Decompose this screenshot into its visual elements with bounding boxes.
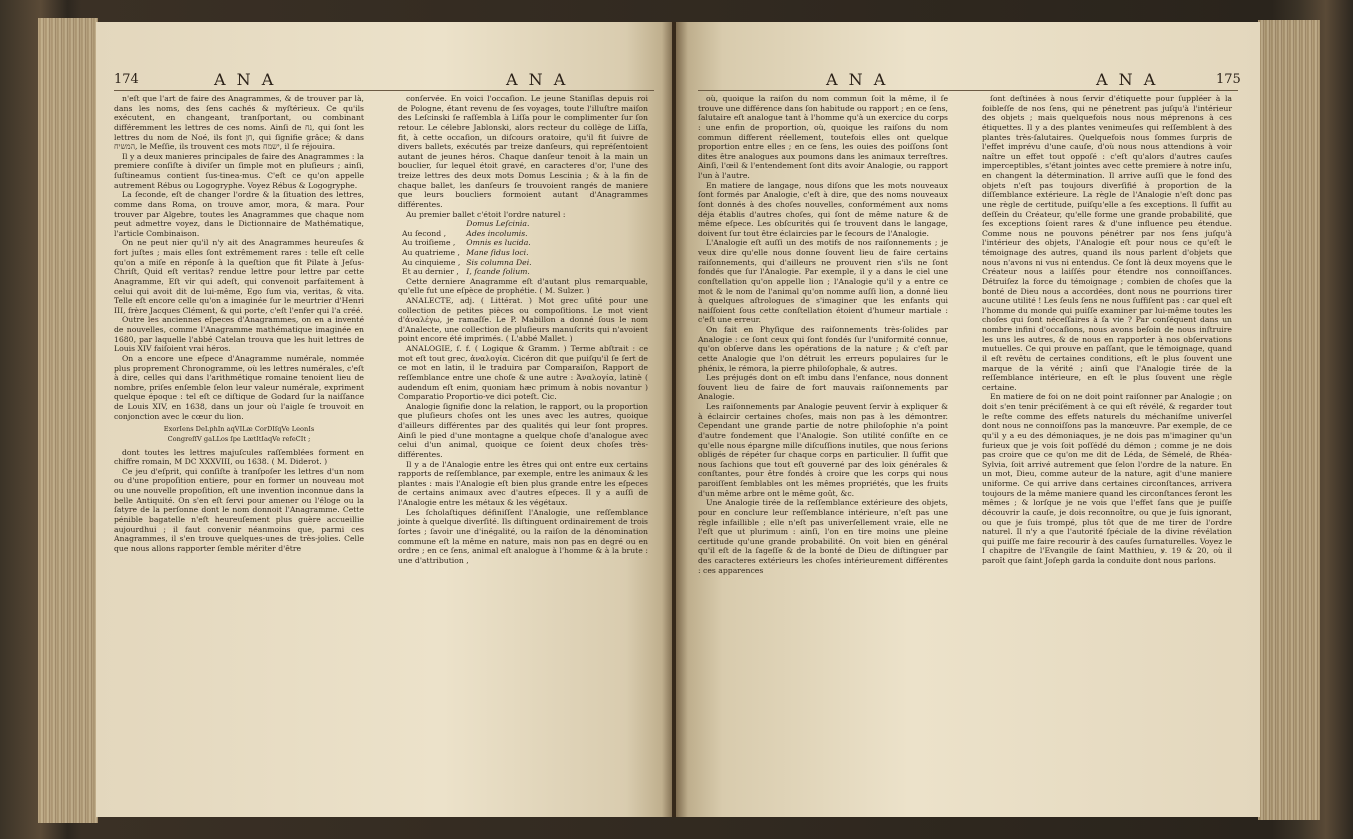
paragraph: conſervée. En voici l'occaſion. Le jeune Staniſlas depuis roi de Pologne, étant revenu de ſes voyages, toute l'illuſtre maiſon des Leſcinski ſe raſſembla à Liſſa pour le complimenter ſur ſon retour. Le célebre Jablonski, alors recteur du collège de Liſſa, fit, à cette occaſion, un diſcours oratoire, qu'il fit ſuivre de divers ballets, exécutés par treize danſeurs, qui repréſentoient autant de jeunes héros. Chaque danſeur tenoit à la main un bouclier, ſur lequel étoit gravé, en caracteres d'or, l'une des treize lettres des deux mots Domus Lescinia ; & à la fin de chaque ballet, les danſeurs ſe trouvoient rangés de maniere que leurs boucliers formoient autant d'Anagrammes différentes. bbox=[398, 94, 648, 209]
table-row bbox=[402, 258, 538, 268]
paragraph: ANALECTE, adj. ( Littérat. ) Mot grec uſité pour une collection de petites pièces ou compoſitions. Le mot vient d'ἀναλέγω, je ramaſſe. Le P. Mabillon a donné ſous le nom d'Analecte, une collection de pluſieurs manuſcrits qui n'avoient point encore été imprimés. ( L'abbé Mallet. ) bbox=[398, 295, 648, 344]
running-head: A N A bbox=[826, 70, 889, 89]
paragraph: Les préjugés dont on eſt imbu dans l'enfance, nous donnent ſouvent lieu de faire de fort mauvais raiſonnements par Analogie. bbox=[698, 373, 948, 402]
table-row bbox=[402, 219, 538, 229]
paragraph: L'Analogie eſt auſſi un des motifs de nos raiſonnements ; je veux dire qu'elle nous donne ſouvent lieu de faire certains raiſonnements, qui d'ailleurs ne prouvent rien s'ils ne ſont fondés que ſur l'Analogie. Par exemple, il y a dans le ciel une conſtellation qu'on appelle lion ; l'Analogie qu'il y a entre ce mot & le nom de l'animal qu'on nomme auſſi lion, a donné lieu à quelques aſtrologues de s'imaginer que les enfants qui naiſſoient ſous cette conſtellation étoient d'humeur martiale : c'eſt une erreur. bbox=[698, 238, 948, 325]
running-head: A N A bbox=[1096, 70, 1159, 89]
ballet-label: Au quatrieme , bbox=[402, 247, 460, 257]
paragraph: Cette derniere Anagramme eſt d'autant plus remarquable, qu'elle fut une eſpèce de prophétie. ( M. Sulzer. ) bbox=[398, 276, 648, 296]
paragraph: En matiere de langage, nous diſons que les mots nouveaux ſont formés par Analogie, c'eſt à dire, que des noms nouveaux ſont donnés à des choſes nouvelles, conformément aux noms déja établis d'autres choſes, qui ſont de même nature & de même eſpece. Les obſcurités qui ſe trouvent dans le langage, doivent ſur tout être éclaircies par le ſecours de l'Analogie. bbox=[698, 180, 948, 238]
page-number: 174 bbox=[114, 72, 139, 87]
paragraph: Au premier ballet c'étoit l'ordre naturel : bbox=[406, 209, 566, 219]
paragraph: dont toutes les lettres majuſcules raſſemblées forment en chiffre romain, M DC XXXVIII, ou 1638. ( M. Diderot. ) bbox=[114, 447, 364, 467]
paragraph: Une Analogie tirée de la reſſemblance extérieure des objets, pour en conclure leur reſſemblance intérieure, n'eſt pas une règle infaillible ; elle n'eſt pas univerſellement vraie, elle ne l'eſt que ut plurimum : ainſi, l'on en tire moins une pleine certitude qu'une grande probabilité. On voit bien en général qu'il eſt de la ſageſſe & de la bonté de Dieu de diſtinguer par des caracteres extérieurs les choſes intérieurement différentes : ces apparences bbox=[698, 498, 948, 575]
paragraph: La ſeconde, eſt de changer l'ordre & la ſituation des lettres, comme dans Roma, on trouve amor, mora, & mara. Pour trouver par Algebre, toutes les Anagrammes que chaque nom peut admettre voyez, dans le Dictionnaire de Mathématique, l'article Combinaison. bbox=[114, 190, 364, 238]
paragraph: On ne peut nier qu'il n'y ait des Anagrammes heureuſes & fort juſtes ; mais elles ſont extrêmement rares : telle eſt celle qu'on a miſe en réponſe à la queſtion que fit Pilate à Jeſus-Chriſt, Quid eſt veritas? rendue lettre pour lettre par cette Anagramme, Eſt vir qui adeſt, qui convenoit parfaitement à celui qui avoit dit de lui-même, Ego ſum via, veritas, & vita. Telle eſt encore celle qu'on a imaginée ſur le meurtrier d'Henri III, frère Jacques Clément, & qui porte, c'eſt l'enfer qui l'a créé. bbox=[114, 238, 364, 315]
paragraph: En matiere de foi on ne doit point raiſonner par Analogie ; on doit s'en tenir préciſément à ce qui eſt révélé, & regarder tout le reſte comme des effets naturels du méchaniſme univerſel dont nous ne connoiſſons pas la manœuvre. Par exemple, de ce qu'il y a eu des démoniaques, je ne dois pas m'imaginer qu'un furieux que je vois ſoit poſſédé du démon ; comme je ne dois pas croire que ce qu'on me dit de Léda, de Sémelé, de Rhéa-Sylvia, ſoit arrivé autrement que ſelon l'ordre de la nature. En un mot, Dieu, comme auteur de la nature, agit d'une maniere uniforme. Ce qui arrive dans certaines circonſtances, arrivera toujours de la même maniere quand les circonſtances ſeront les mêmes ; & lorſque je ne vois que l'effet ſans que je puiſſe découvrir la cauſe, je dois reconnoître, ou que je ſuis ignorant, ou que je ſuis trompé, plus tôt que de me tirer de l'ordre naturel. Il n'y a que l'autorité ſpéciale de la divine révélation qui puiſſe me faire recourir à des cauſes ſurnaturelles. Voyez le I chapitre de l'Evangile de ſaint Matthieu, ꝟ. 19 & 20, où il paroît que ſaint Joſeph garda la conduite dont nous parlons. bbox=[982, 392, 1232, 565]
ballet-label: Au ſecond , bbox=[402, 228, 447, 238]
paragraph: n'eſt que l'art de faire des Anagrammes, & de trouver par là, dans les noms, des ſens cachés & myſtérieux. Ce qu'ils exécutent, en changeant, tranſportant, ou combinant différemment les lettres de ces noms. Ainſi de נח, qui ſont les lettres du nom de Noé, ils font חן, qui ſignifie grâce; & dans המשיח, le Meſſie, ils trouvent ces mots ישמח, il ſe réjouira. bbox=[114, 94, 364, 152]
paragraph: Analogie ſignifie donc la relation, le rapport, ou la proportion que pluſieurs choſes ont les unes avec les autres, quoique d'ailleurs différentes par des qualités qui leur ſont propres. Ainſi le pied d'une montagne a quelque choſe d'analogue avec celui d'un animal, quoique ce ſoient deux choſes très-différentes. bbox=[398, 401, 648, 459]
table-row bbox=[402, 267, 538, 277]
ballet-label: Au cinquieme , bbox=[402, 257, 461, 267]
paragraph: Outre les anciennes eſpeces d'Anagrammes, on en a inventé de nouvelles, comme l'Anagramme mathématique imaginée en 1680, par laquelle l'abbé Catelan trouva que les huit lettres de Louis XIV faiſoient vrai héros. bbox=[114, 315, 364, 354]
left-column bbox=[114, 94, 364, 553]
paragraph: ANALOGIE, ſ. f. ( Logique & Gramm. ) Terme abſtrait : ce mot eſt tout grec, ἀναλογία. Cicéron dit que puiſqu'il ſe ſert de ce mot en latin, il le traduira par Comparaiſon, Rapport de reſſemblance entre une choſe & une autre : Ἀναλογία, latinè ( audendum eſt enim, quoniam hæc primum à nobis novantur ) Comparatio Proportio-ve dici poteſt. Cic. bbox=[398, 344, 648, 402]
running-head: A N A bbox=[214, 70, 277, 89]
anagram-text: I, ſcande ſolium. bbox=[466, 267, 530, 277]
right-column bbox=[398, 94, 648, 565]
verse-line: CongreſſV gaLLos ſpe LætItIaqVe refeCIt ; bbox=[167, 434, 311, 443]
anagram-text: Omnis es lucida. bbox=[466, 238, 531, 248]
paragraph: Ce jeu d'eſprit, qui conſiſte à tranſpoſer les lettres d'un nom ou d'une propoſition entiere, pour en former un nouveau mot ou une nouvelle propoſition, eſt une invention inconnue dans la belle Antiquité. On s'en eſt ſervi pour amener ou l'éloge ou la ſatyre de la perſonne dont le nom donnoit l'Anagramme. Cette pénible bagatelle n'eſt heureuſement plus guère accueillie aujourdhui ; il faut convenir néanmoins que, parmi ces Anagrammes, il s'en trouve quelques-unes de très-jolies. Celle que nous allons rapporter ſemble mériter d'être bbox=[114, 466, 364, 553]
verse-line: ExorIens DeLphIn aqVILæ CorDIſqVe LeonIs bbox=[163, 425, 315, 434]
book-gutter bbox=[662, 22, 688, 817]
ballet-label: Et au dernier , bbox=[402, 267, 459, 277]
paragraph: où, quoique la raiſon du nom commun ſoit la même, il ſe trouve une différence dans ſon habitude ou rapport ; en ce ſens, ſalutaire eſt analogue tant à l'homme qu'à un exercice du corps : une enfin de proportion, où, quoique les raiſons du nom commun different réellement, toutefois elles ont quelque proportion entre elles ; en ce ſens, les ouies des poiſſons ſont dites être analogues aux poumons dans les animaux terreſtres. Ainſi, l'œil & l'entendement ſont dits avoir Analogie, ou rapport l'un à l'autre. bbox=[698, 94, 948, 180]
left-page bbox=[96, 22, 672, 817]
anagram-table bbox=[402, 219, 538, 277]
ballet-label bbox=[402, 219, 466, 229]
right-page bbox=[676, 22, 1260, 817]
paragraph: On a encore une eſpece d'Anagramme numérale, nommée plus proprement Chronogramme, où les lettres numérales, c'eſt à dire, celles qui dans l'arithmétique romaine tenoient lieu de nombre, priſes enſemble ſelon leur valeur numérale, expriment quelque époque : tel eſt ce diſtique de Godard ſur la naiſſance de Louis XIV, en 1638, dans un jour où l'aigle ſe trouvoit en conjonction avec le cœur du lion. bbox=[114, 353, 364, 421]
anagram-text: Ades incolumis. bbox=[466, 228, 528, 238]
header-rule bbox=[114, 90, 654, 91]
paragraph: Il y a de l'Analogie entre les êtres qui ont entre eux certains rapports de reſſemblance, par exemple, entre les animaux & les plantes : mais l'Analogie eſt bien plus grande entre les eſpeces de certains animaux avec d'autres eſpeces. Il y a auſſi de l'Analogie entre les métaux & les végétaux. bbox=[398, 459, 648, 508]
page-number: 175 bbox=[1216, 72, 1241, 87]
left-page-edges bbox=[38, 18, 98, 823]
running-head: A N A bbox=[506, 70, 569, 89]
table-row bbox=[402, 229, 538, 239]
paragraph: Les raiſonnements par Analogie peuvent ſervir à expliquer & à éclaircir certaines choſes, mais non pas à les démontrer. Cependant une grande partie de notre philoſophie n'a point d'autre fondement que l'Analogie. Son utilité conſiſte en ce qu'elle nous épargne mille diſcuſſions inutiles, que nous ſerions obligés de répéter ſur chaque corps en particulier. Il ſuffit que nous ſachions que tout eſt gouverné par des loix générales & conſtantes, pour être fondés à croire que les corps qui nous paroiſſent ſemblables ont les mêmes propriétés, que les fruits d'un même arbre ont le même goût, &c. bbox=[698, 402, 948, 498]
table-row bbox=[402, 248, 538, 258]
paragraph: On fait en Phyſique des raiſonnements très-ſolides par Analogie : ce ſont ceux qui ſont fondés ſur l'uniformité connue, qu'on obſerve dans les opérations de la nature ; & c'eſt par cette Analogie que l'on détruit les erreurs populaires ſur le phénix, le rémora, la pierre philoſophale, & autres. bbox=[698, 325, 948, 373]
table-row bbox=[402, 238, 538, 248]
anagram-text: Sis columna Dei. bbox=[466, 257, 532, 267]
paragraph: ſont deſtinées à nous ſervir d'étiquette pour ſuppléer à la foibleſſe de nos ſens, qui ne pénetrent pas juſqu'à l'intérieur des objets ; mais quelquefois nous nous méprenons à ces étiquettes. Il y a des plantes venimeuſes qui reſſemblent à des plantes très-ſalutaires. Quelquefois nous ſommes ſurpris de l'effet imprévu d'une cauſe, d'où nous nous attendions à voir naître un effet tout oppoſé : c'eſt qu'alors d'autres cauſes imperceptibles, s'étant jointes avec cette premiere à notre inſu, en changent la détermination. Il arrive auſſi que le fond des objets n'eſt pas toujours diverſifié à proportion de la diſſemblance extérieure. La règle de l'Analogie n'eſt donc pas une règle de certitude, puiſqu'elle a ſes exceptions. Il ſuffit au deſſein du Créateur, qu'elle forme une grande probabilité, que ſes exceptions ſoient rares & d'une influence peu étendue. Comme nous ne pouvons pénétrer par nos ſens juſqu'à l'intérieur des objets, l'Analogie eſt pour nous ce qu'eſt le témoignage des autres, quand ils nous parlent d'objets que nous n'avons ni vus ni entendus. Ce ſont là deux moyens que le Créateur nous a laiſſés pour étendre nos connoiſſances. Détruiſez la force du témoignage ; combien de choſes que la bonté de Dieu nous a accordées, dont nous ne pourrions tirer aucune utilité ! Les ſeuls ſens ne nous ſuffiſent pas : car quel eſt l'homme du monde qui puiſſe examiner par lui-même toutes les choſes qui ſont néceſſaires à ſa vie ? Par conſéquent dans un nombre infini d'occaſions, nous avons beſoin de nous inſtruire les uns les autres, & de nous en rapporter à nos obſervations mutuelles. Ce qui prouve en paſſant, que le témoignage, quand il eſt revêtu de certaines conditions, eſt le plus ſouvent une marque de la vérité ; ainſi que l'Analogie tirée de la reſſemblance intérieure, en eſt le plus ſouvent une règle certaine. bbox=[982, 94, 1232, 392]
anagram-text: Mane ſidus loci. bbox=[466, 247, 529, 257]
left-column bbox=[698, 94, 948, 575]
ballet-label: Au troiſieme , bbox=[402, 238, 456, 248]
right-page-edges bbox=[1258, 20, 1320, 820]
header-rule bbox=[698, 90, 1238, 91]
anagram-text: Domus Leſcinia. bbox=[466, 219, 530, 229]
paragraph: Les ſcholaſtiques définiſſent l'Analogie, une reſſemblance jointe à quelque diverſité. Ils diſtinguent ordinairement de trois ſortes ; ſavoir une d'inégalité, ou la raiſon de la dénomination commune eſt la même en nature, mais non pas en degré ou en ordre ; en ce ſens, animal eſt analogue à l'homme & à la brute : une d'attribution , bbox=[398, 507, 648, 565]
paragraph: Il y a deux manieres principales de faire des Anagrammes : la premiere conſiſte à diviſer un ſimple mot en pluſieurs ; ainſi, ſuſtineamus contient ſus-tinea-mus. C'eſt ce qu'on appelle autrement Rébus ou Logogryphe. Voyez Rébus & Logogryphe. bbox=[114, 151, 364, 190]
right-column bbox=[982, 94, 1232, 566]
